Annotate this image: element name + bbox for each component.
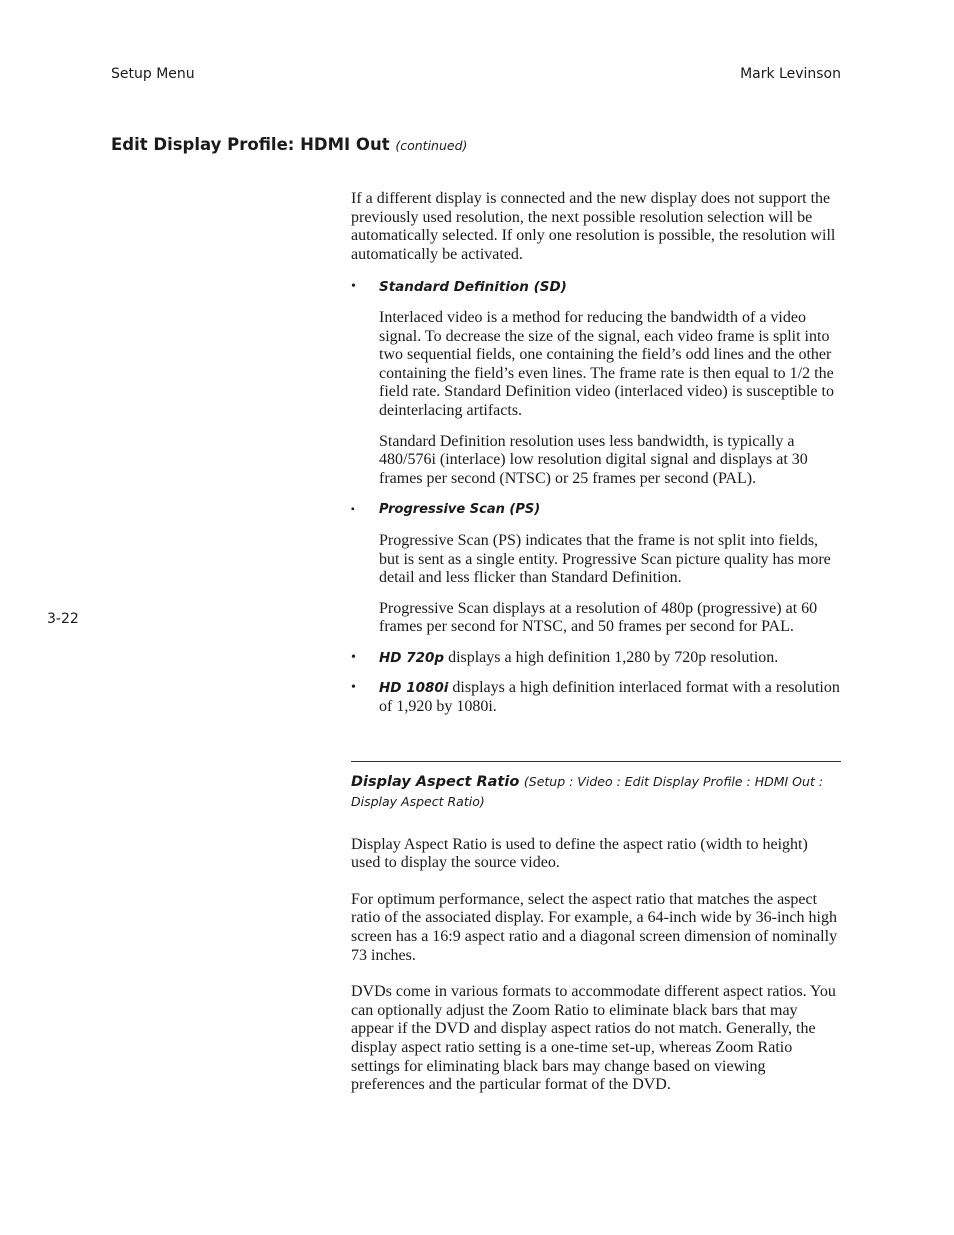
hd-720p-text: [379, 649, 841, 668]
bullet-body: displays a high definition 1,280 by 720p resolution.: [444, 648, 779, 666]
bullet-hd-720p: [351, 649, 841, 668]
section-title-text: Edit Display Profile: HDMI Out: [111, 135, 390, 154]
aspect-paragraph-1: Display Aspect Ratio is used to define the aspect ratio (width to height) used to display the source video.: [351, 835, 808, 872]
section-divider: [351, 761, 841, 762]
bullet-heading: Progressive Scan (PS): [379, 502, 541, 518]
ps-paragraph-2: Progressive Scan displays at a resolution of 480p (progressive) at 60 frames per second for NTSC, and 50 frames per second for PAL.: [379, 599, 818, 636]
sd-paragraph-2: Standard Definition resolution uses less bandwidth, is typically a 480/576i (interlace) low resolution digital signal and displays at 30 frames per second (NTSC) or 25 frames per second (PAL).: [379, 432, 808, 487]
subsection-heading: [351, 772, 841, 812]
aspect-paragraph-3: DVDs come in various formats to accommodate different aspect ratios. You can optionally adjust the Zoom Ratio to eliminate black bars that may appear if the DVD and display aspect ratios do not match. Generally, the display aspect ratio setting is a one-time set-up, whereas Zoom Ratio settings for eliminating black bars may change based on viewing preferences and the particular format of the DVD.: [351, 983, 836, 1094]
aspect-paragraph-2: For optimum performance, select the aspect ratio that matches the aspect ratio of the associated display. For example, a 64-inch wide by 36-inch high screen has a 16:9 aspect ratio and a diagonal screen dimension of nominally 73 inches.: [351, 890, 838, 964]
bullet-standard-definition: [351, 278, 841, 297]
bullet-hd-1080i: [351, 679, 841, 716]
bullet-dot-icon: •: [351, 680, 356, 696]
subsection-title: Display Aspect Ratio: [351, 773, 520, 790]
bullet-progressive-scan: [351, 500, 841, 520]
bullet-heading: HD 720p: [379, 649, 445, 666]
section-title-continued: (continued): [395, 138, 468, 153]
bullet-body: displays a high definition interlaced format with a resolution of 1,920 by 1080i.: [379, 679, 840, 716]
intro-paragraph: If a different display is connected and the new display does not support the previously used resolution, the next possible resolution selection will be automatically selected. If only one resolution is possible, the resolution will automatically be activated.: [351, 190, 836, 263]
bullet-heading: Standard Definition (SD): [379, 279, 567, 296]
bullet-dot-icon: •: [351, 649, 356, 665]
section-title: [111, 135, 467, 154]
sd-paragraph-1: Interlaced video is a method for reducing the bandwidth of a video signal. To decrease the size of the signal, each video frame is split into two sequential fields, one containing the field’s odd lines and the other containing the field’s even lines. The frame rate is then equal to 1/2 the field rate. Standard Definition video (interlaced video) is susceptible to deinterlacing artifacts.: [379, 308, 834, 419]
body-content: [351, 190, 841, 1113]
running-header-left: Setup Menu: [111, 66, 195, 82]
bullet-dot-icon: •: [351, 279, 356, 295]
ps-paragraph-1: Progressive Scan (PS) indicates that the frame is not split into fields, but is sent as a single entity. Progressive Scan picture quality has more detail and less flicker than Standard Definition.: [379, 531, 831, 587]
menu-path: (Setup : Video : Edit Display Profile : HDMI Out : Display Aspect Ratio): [351, 773, 824, 809]
bullet-square-icon: ▪: [351, 504, 355, 516]
hd-1080i-text: [379, 679, 841, 716]
page-number: 3-22: [47, 611, 79, 627]
running-header-right: Mark Levinson: [740, 66, 841, 82]
bullet-heading: HD 1080i: [379, 680, 449, 697]
